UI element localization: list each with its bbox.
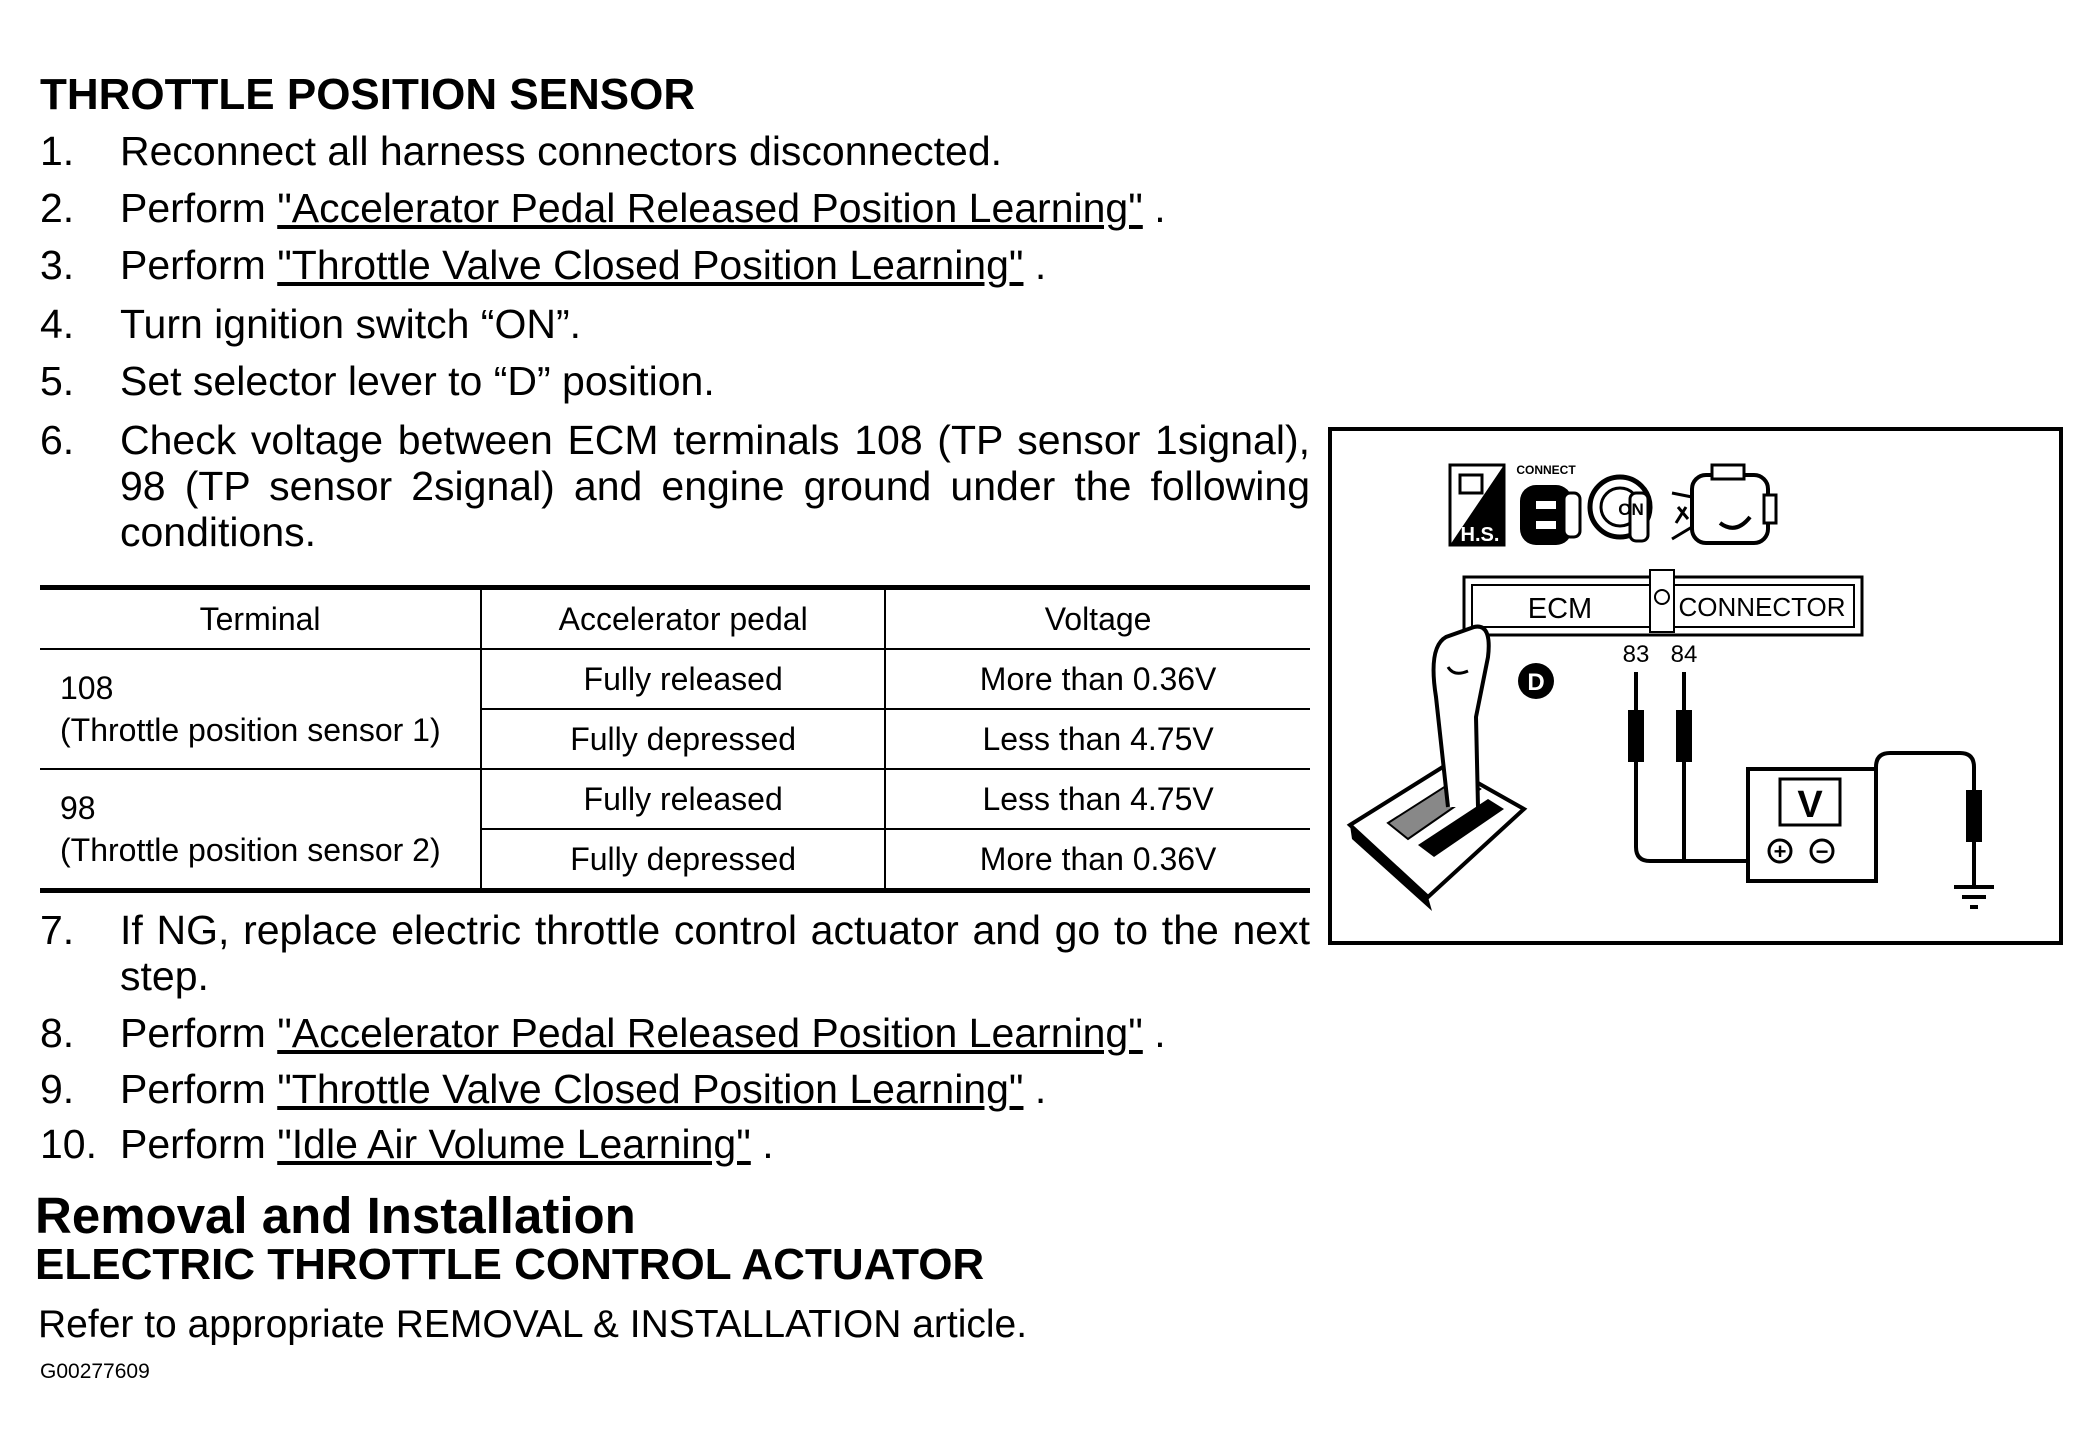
voltage-cell: More than 0.36V	[885, 649, 1310, 709]
step-number: 2.	[40, 185, 75, 231]
step-number: 3.	[40, 242, 75, 288]
voltage-cell: Less than 4.75V	[885, 769, 1310, 829]
step-number: 4.	[40, 301, 75, 347]
table-header-row	[40, 588, 1310, 650]
terminal-cell	[40, 649, 481, 769]
step-prefix: Perform	[120, 242, 266, 288]
terminal-84-label: 84	[1670, 641, 1698, 668]
voltage-cell: More than 0.36V	[885, 829, 1310, 891]
step-suffix: .	[1034, 242, 1047, 288]
table-row	[40, 649, 1310, 709]
section-title: Removal and Installation	[35, 1187, 636, 1244]
connect-label: CONNECT	[1516, 463, 1576, 477]
terminal-number: 98	[60, 790, 96, 826]
column-header: Terminal	[40, 588, 481, 650]
step-number: 6.	[40, 417, 75, 463]
column-header: Voltage	[885, 588, 1310, 650]
step-text: Check voltage between ECM terminals 108 (TP sensor 1signal), 98 (TP sensor 2signal) and engine ground under the following conditions.	[120, 417, 1310, 555]
step-prefix: Perform	[120, 1121, 266, 1167]
step-text: If NG, replace electric throttle control actuator and go to the next step.	[120, 907, 1310, 999]
step-number: 8.	[40, 1010, 75, 1056]
learning-link-accelerator[interactable]: "Accelerator Pedal Released Position Learning"	[277, 185, 1143, 231]
step-number: 1.	[40, 128, 75, 174]
column-header: Accelerator pedal	[481, 588, 885, 650]
step-number: 9.	[40, 1066, 75, 1112]
ecm-connector-box	[1464, 570, 1862, 635]
plus-terminal: +	[1773, 839, 1787, 864]
voltage-cell: Less than 4.75V	[885, 709, 1310, 769]
hs-icon	[1450, 465, 1504, 546]
step-prefix: Perform	[120, 185, 266, 231]
step-suffix: .	[1154, 185, 1166, 231]
step-suffix: .	[1154, 1010, 1166, 1056]
step-text: Set selector lever to “D” position.	[120, 358, 715, 404]
step-suffix: .	[762, 1121, 774, 1167]
ecm-label: ECM	[1527, 593, 1593, 625]
connect-icon	[1516, 463, 1580, 545]
reference-note: Refer to appropriate REMOVAL & INSTALLATION article.	[38, 1303, 1028, 1346]
table-row	[40, 769, 1310, 829]
step-text	[120, 1121, 1310, 1167]
pedal-cell: Fully depressed	[481, 709, 885, 769]
pedal-cell: Fully depressed	[481, 829, 885, 891]
step-number: 5.	[40, 358, 75, 404]
terminal-cell	[40, 769, 481, 891]
learning-link-idle-air[interactable]: "Idle Air Volume Learning"	[277, 1121, 751, 1167]
terminal-83-label: 83	[1622, 641, 1650, 668]
terminal-description: (Throttle position sensor 1)	[60, 712, 441, 748]
terminal-number: 108	[60, 670, 114, 706]
step-text	[120, 1010, 1310, 1056]
pedal-cell: Fully released	[481, 769, 885, 829]
step-suffix: .	[1034, 1066, 1047, 1112]
pedal-cell: Fully released	[481, 649, 885, 709]
step-text: Turn ignition switch “ON”.	[120, 301, 581, 347]
sub-title: ELECTRIC THROTTLE CONTROL ACTUATOR	[35, 1240, 985, 1289]
step-prefix: Perform	[120, 1010, 266, 1056]
voltage-check-diagram	[1328, 427, 2063, 945]
step-number: 10.	[40, 1121, 97, 1167]
step-text	[120, 242, 1310, 288]
minus-terminal: −	[1815, 839, 1829, 864]
figure-id: G00277609	[40, 1360, 150, 1383]
step-text	[120, 185, 1310, 231]
voltmeter-icon	[1748, 769, 1876, 881]
voltage-table	[40, 585, 1310, 893]
step-number: 7.	[40, 907, 75, 953]
on-label: ON	[1618, 500, 1644, 519]
step-text: Reconnect all harness connectors disconnected.	[120, 128, 1003, 174]
learning-link-throttle[interactable]: "Throttle Valve Closed Position Learning"	[277, 1066, 1024, 1112]
learning-link-throttle[interactable]: "Throttle Valve Closed Position Learning"	[277, 242, 1024, 288]
connector-label: CONNECTOR	[1678, 592, 1846, 622]
learning-link-accelerator[interactable]: "Accelerator Pedal Released Position Learning"	[277, 1010, 1143, 1056]
terminal-description: (Throttle position sensor 2)	[60, 832, 441, 868]
hs-label: H.S.	[1460, 524, 1500, 546]
page-title: THROTTLE POSITION SENSOR	[40, 70, 696, 119]
gear-d-label: D	[1527, 669, 1545, 696]
ignition-on-icon	[1590, 477, 1650, 541]
step-text	[120, 1066, 1310, 1112]
meter-label: V	[1797, 784, 1823, 826]
step-prefix: Perform	[120, 1066, 266, 1112]
